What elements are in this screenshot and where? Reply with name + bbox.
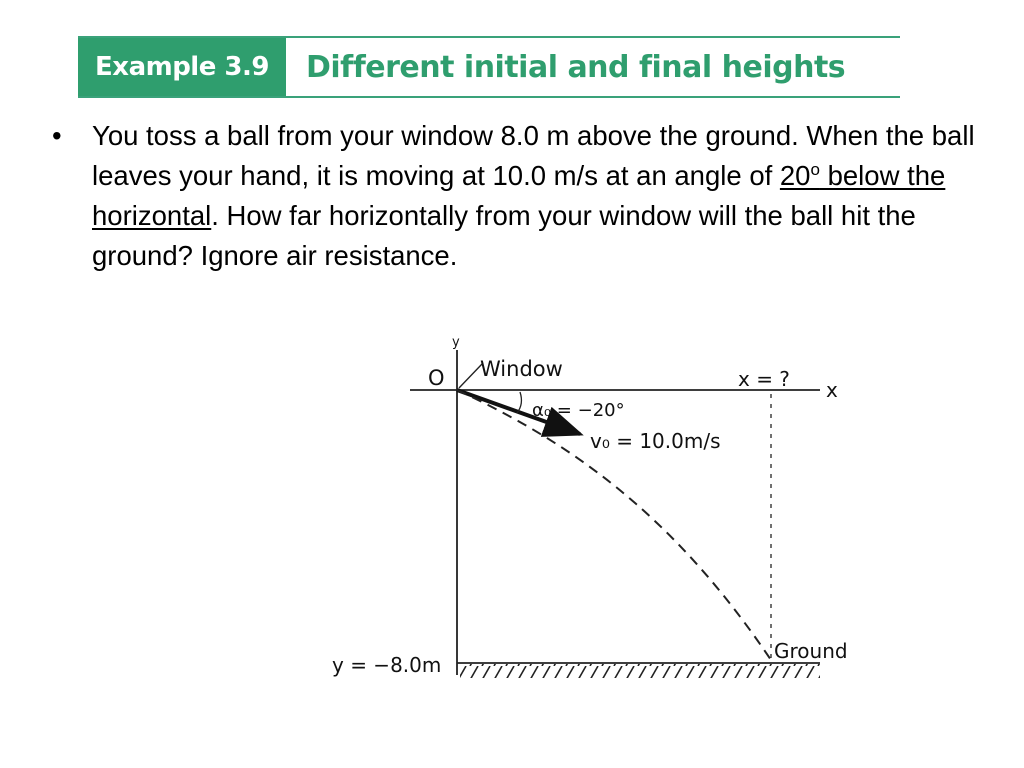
ground-hatching bbox=[460, 664, 820, 678]
bullet-marker: • bbox=[52, 120, 62, 151]
problem-text bbox=[92, 116, 982, 276]
ground-label: Ground bbox=[774, 639, 848, 663]
window-label: Window bbox=[480, 357, 563, 381]
example-label: Example 3.9 bbox=[78, 38, 286, 96]
problem-text-after: . How far horizontally from your window will the ball hit the ground? Ignore air resistance. bbox=[92, 200, 916, 271]
angle-label: α₀ = −20° bbox=[532, 400, 625, 421]
velocity-label: v₀ = 10.0m/s bbox=[590, 429, 721, 453]
example-title: Different initial and final heights bbox=[306, 49, 846, 85]
y-axis-label: y bbox=[452, 335, 460, 350]
angle-rest: below the horizontal bbox=[92, 160, 946, 231]
problem-bullet bbox=[52, 116, 982, 276]
problem-text-before: You toss a ball from your window 8.0 m above the ground. When the ball leaves your hand, it is moving at 10.0 m/s at an angle of bbox=[92, 120, 975, 191]
trajectory-diagram bbox=[300, 330, 880, 705]
angle-value: 20 bbox=[779, 160, 811, 191]
ground-height-label: y = −8.0m bbox=[332, 653, 442, 677]
trajectory-svg bbox=[300, 330, 880, 705]
window-pointer bbox=[459, 364, 482, 388]
origin-label: O bbox=[428, 366, 445, 390]
x-axis-label: x bbox=[826, 378, 838, 402]
x-question-label: x = ? bbox=[738, 367, 790, 391]
angle-degree-mark: o bbox=[810, 160, 820, 179]
example-header bbox=[78, 36, 900, 98]
